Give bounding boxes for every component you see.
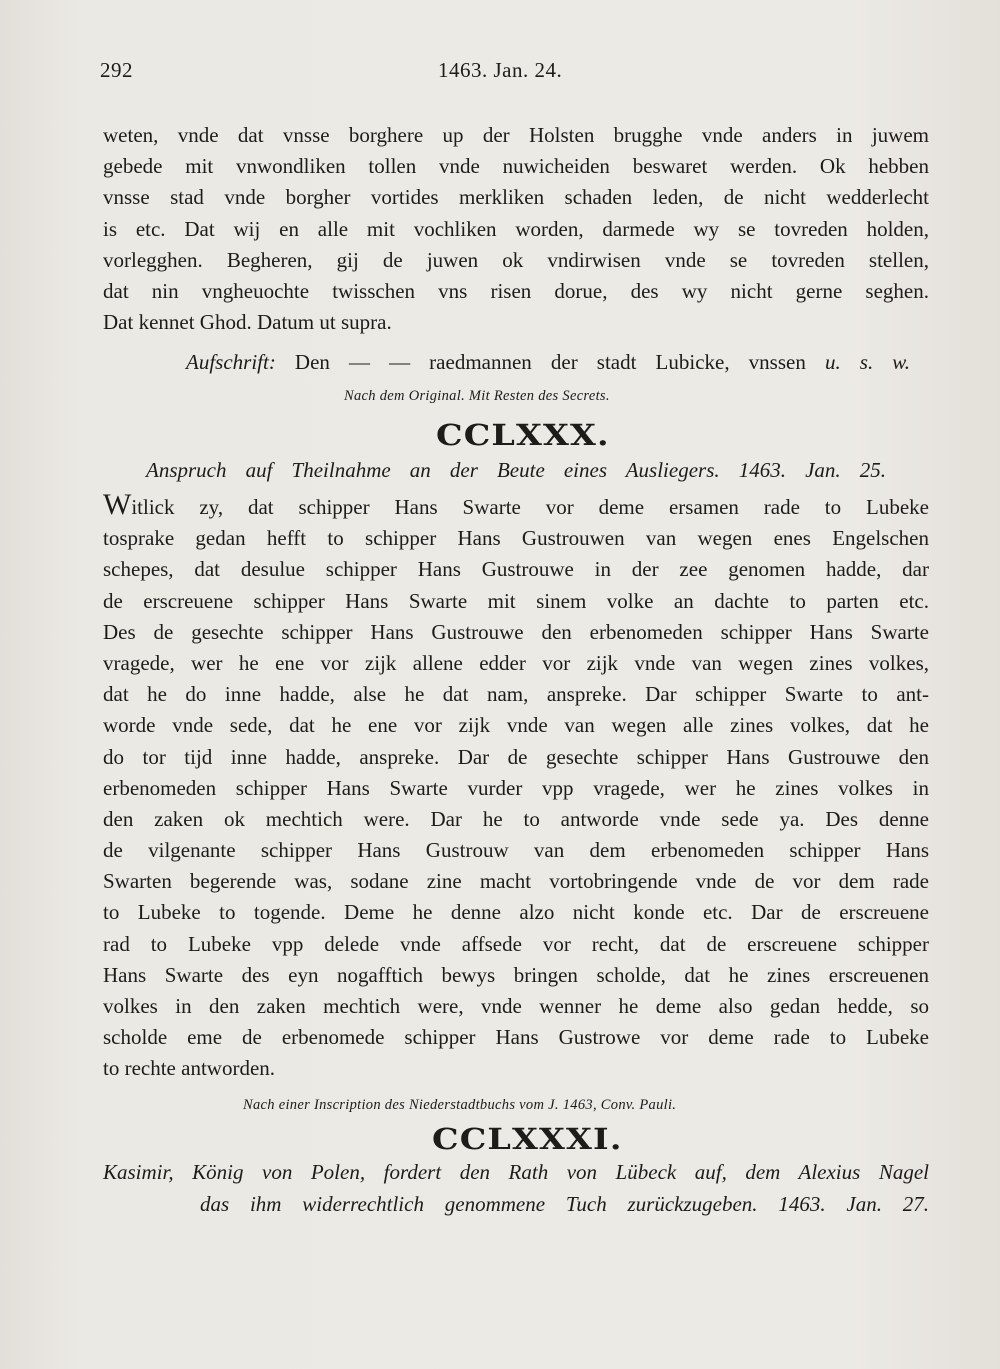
source-note: Nach dem Original. Mit Resten des Secrets.: [344, 388, 610, 404]
document-body: [103, 488, 929, 1085]
address-abbreviation: u. s. w.: [824, 350, 911, 374]
document-number: CCLXXXI.: [432, 1122, 623, 1156]
text-line: is etc. Dat wij en alle mit vochliken worden, darmede wy se tovreden holden,: [103, 216, 929, 241]
text-line: de erscreuene schipper Hans Swarte mit sinem volke an dachte to parten etc.: [103, 588, 929, 613]
text-line: weten, vnde dat vnsse borghere up der Holsten brugghe vnde anders in juwem: [103, 123, 929, 147]
page-number: 292: [100, 58, 133, 82]
text-line: gebede mit vnwondliken tollen vnde nuwicheiden beswaret werden. Ok hebben: [103, 154, 929, 179]
text-line: Swarten begerende was, sodane zine macht vortobringende vnde de vor dem rade: [103, 869, 929, 894]
address-label: Aufschrift:: [186, 350, 276, 374]
source-note: Nach einer Inscription des Niederstadtbuchs vom J. 1463, Conv. Pauli.: [243, 1097, 677, 1113]
text-line: Hans Swarte des eyn nogafftich bewys bringen scholde, dat he zines erscreuenen: [103, 962, 929, 987]
text-line: vnsse stad vnde borgher vortides merkliken schaden leden, de nicht wedderlecht: [103, 185, 929, 210]
document-heading: Kasimir, König von Polen, fordert den Rath von Lübeck auf, dem Alexius Nagel: [103, 1160, 929, 1184]
text-line: worde vnde sede, dat he ene vor zijk vnde van wegen alle zines volkes, dat he: [103, 713, 929, 738]
first-line-text: itlick zy, dat schipper Hans Swarte vor deme ersamen rade to Lubeke: [131, 495, 929, 519]
running-header: [100, 58, 930, 88]
text-line: to rechte antworden.: [103, 1056, 276, 1081]
header-date: 1463. Jan. 24.: [438, 58, 563, 82]
text-line: volkes in den zaken mechtich were, vnde wenner he deme also gedan hedde, so: [103, 994, 929, 1018]
text-line: scholde eme de erbenomede schipper Hans Gustrowe vor deme rade to Lubeke: [103, 1025, 929, 1050]
address-line: [186, 350, 910, 375]
text-line: [103, 488, 929, 523]
text-line: schepes, dat desulue schipper Hans Gustrouwe in der zee genomen hadde, dar: [103, 557, 929, 582]
document-number: CCLXXX.: [436, 418, 610, 452]
text-line: Dat kennet Ghod. Datum ut supra.: [103, 310, 392, 335]
address-text: Den — — raedmannen der stadt Lubicke, vnssen: [294, 350, 806, 374]
text-line: vorlegghen. Begheren, gij de juwen ok vndirwisen vnde se tovreden stellen,: [103, 247, 929, 272]
text-line: dat he do inne hadde, alse he dat nam, anspreke. Dar schipper Swarte to ant-: [103, 682, 929, 707]
text-line: de vilgenante schipper Hans Gustrouw van dem erbenomeden schipper Hans: [103, 838, 929, 863]
drop-cap: W: [103, 488, 132, 521]
document-heading-continuation: das ihm widerrechtlich genommene Tuch zurückzugeben. 1463. Jan. 27.: [200, 1192, 929, 1216]
text-line: erbenomeden schipper Hans Swarte vurder vpp vragede, wer he zines volkes in: [103, 775, 929, 800]
text-line: do tor tijd inne hadde, anspreke. Dar de gesechte schipper Hans Gustrouwe den: [103, 744, 929, 769]
text-line: den zaken ok mechtich were. Dar he to antworde vnde sede ya. Des denne: [103, 806, 929, 831]
document-heading: Anspruch auf Theilnahme an der Beute eines Ausliegers. 1463. Jan. 25.: [146, 458, 886, 482]
text-line: tosprake gedan hefft to schipper Hans Gustrouwen van wegen enes Engelschen: [103, 526, 929, 551]
text-line: rad to Lubeke vpp delede vnde affsede vor recht, dat de erscreuene schipper: [103, 931, 929, 956]
letter-continuation: [103, 120, 929, 338]
text-line: dat nin vngheuochte twisschen vns risen dorue, des wy nicht gerne seghen.: [103, 278, 929, 303]
text-line: vragede, wer he ene vor zijk allene edder vor zijk vnde van wegen zines volkes,: [103, 650, 929, 675]
text-line: Des de gesechte schipper Hans Gustrouwe den erbenomeden schipper Hans Swarte: [103, 619, 929, 644]
text-line: to Lubeke to togende. Deme he denne alzo nicht konde etc. Dar de erscreuene: [103, 900, 929, 925]
